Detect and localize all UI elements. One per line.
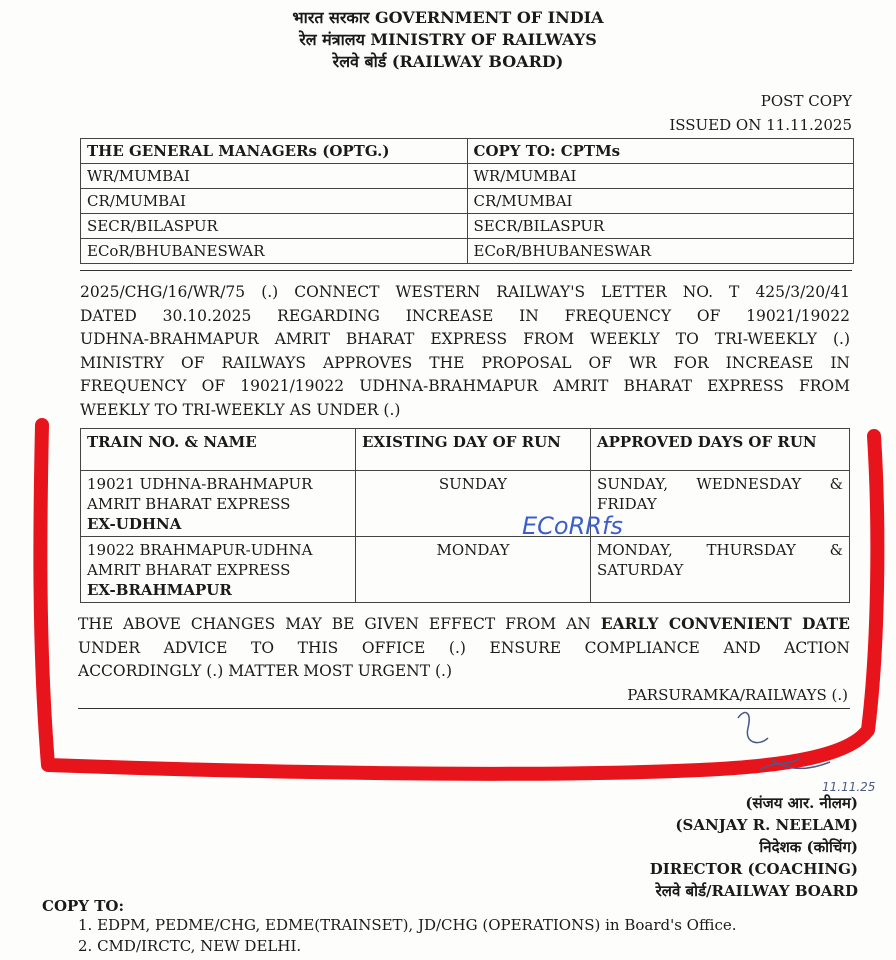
post-copy: POST COPY xyxy=(760,92,852,110)
body-line: UDHNA-BRAHMAPUR AMRIT BHARAT EXPRESS FROM WEEKLY TO TRI-WEEKLY (.) xyxy=(80,330,850,348)
addressee-cell: WR/MUMBAI xyxy=(81,164,468,189)
train-origin: EX-UDHNA xyxy=(87,515,182,533)
train-name: AMRIT BHARAT EXPRESS xyxy=(87,495,291,513)
approved-days: SATURDAY xyxy=(597,561,684,579)
signatory-office: रेलवे बोर्ड/RAILWAY BOARD xyxy=(655,882,858,900)
red-highlight-outline xyxy=(40,425,877,774)
sender-line: PARSURAMKA/RAILWAYS (.) xyxy=(627,686,848,704)
existing-day: MONDAY xyxy=(356,537,591,603)
train-name: 19021 UDHNA-BRAHMAPUR xyxy=(87,475,313,493)
approved-days: MONDAY, THURSDAY & xyxy=(597,541,843,559)
approved-days: SUNDAY, WEDNESDAY & xyxy=(597,475,843,493)
header-line-3: रेलवे बोर्ड (RAILWAY BOARD) xyxy=(332,52,564,71)
signature-block xyxy=(650,792,858,902)
col-header-existing: EXISTING DAY OF RUN xyxy=(356,429,591,471)
copy-to-title: COPY TO: xyxy=(42,897,124,915)
signatory-name: (SANJAY R. NEELAM) xyxy=(675,816,858,834)
signatory-hindi-designation: निदेशक (कोचिंग) xyxy=(759,838,858,856)
body-line: FREQUENCY OF 19021/19022 UDHNA-BRAHMAPUR AMRIT BHARAT EXPRESS FROM xyxy=(80,377,850,395)
train-name: 19022 BRAHMAPUR-UDHNA xyxy=(87,541,313,559)
col-header-train: TRAIN NO. & NAME xyxy=(81,429,356,471)
header-line-2: रेल मंत्रालय MINISTRY OF RAILWAYS xyxy=(299,30,597,49)
issued-date: ISSUED ON 11.11.2025 xyxy=(669,116,852,134)
addressee-cell: ECoR/BHUBANESWAR xyxy=(81,239,468,264)
body-line: DATED 30.10.2025 REGARDING INCREASE IN FREQUENCY OF 19021/19022 xyxy=(80,306,850,325)
addressee-cell: CR/MUMBAI xyxy=(81,189,468,214)
addressee-cell: SECR/BILASPUR xyxy=(467,214,854,239)
handwritten-date: 11.11.25 xyxy=(822,780,876,794)
closing-line: UNDER ADVICE TO THIS OFFICE (.) ENSURE COMPLIANCE AND ACTION xyxy=(78,638,850,657)
closing-emphasis: EARLY CONVENIENT DATE xyxy=(600,614,850,633)
train-name: AMRIT BHARAT EXPRESS xyxy=(87,561,291,579)
watermark-stamp: ECoRRfs xyxy=(522,512,623,540)
signatory-hindi-name: (संजय आर. नीलम) xyxy=(745,794,858,812)
body-line: 2025/CHG/16/WR/75 (.) CONNECT WESTERN RAILWAY'S LETTER NO. T 425/3/20/41 xyxy=(80,283,850,301)
body-line: WEEKLY TO TRI-WEEKLY AS UNDER (.) xyxy=(80,400,401,419)
addressee-header-gm: THE GENERAL MANAGERs (OPTG.) xyxy=(81,139,468,164)
addressee-cell: CR/MUMBAI xyxy=(467,189,854,214)
body-line: MINISTRY OF RAILWAYS APPROVES THE PROPOSAL OF WR FOR INCREASE IN xyxy=(80,353,850,372)
closing-line: ACCORDINGLY (.) MATTER MOST URGENT (.) xyxy=(78,662,453,680)
copy-to-item: 1. EDPM, PEDME/CHG, EDME(TRAINSET), JD/CHG (OPERATIONS) in Board's Office. xyxy=(78,916,737,934)
col-header-approved: APPROVED DAYS OF RUN xyxy=(591,429,850,471)
copy-to-item: 2. CMD/IRCTC, NEW DELHI. xyxy=(78,937,302,955)
existing-day: SUNDAY xyxy=(356,471,591,537)
train-origin: EX-BRAHMAPUR xyxy=(87,581,232,599)
addressee-header-copy: COPY TO: CPTMs xyxy=(467,139,854,164)
header-line-1: भारत सरकार GOVERNMENT OF INDIA xyxy=(292,8,604,27)
addressee-cell: ECoR/BHUBANESWAR xyxy=(467,239,854,264)
signatory-designation: DIRECTOR (COACHING) xyxy=(649,860,858,878)
addressee-cell: SECR/BILASPUR xyxy=(81,214,468,239)
closing-text: THE ABOVE CHANGES MAY BE GIVEN EFFECT FROM AN xyxy=(78,615,601,633)
addressee-cell: WR/MUMBAI xyxy=(467,164,854,189)
approved-days: FRIDAY xyxy=(597,495,657,513)
